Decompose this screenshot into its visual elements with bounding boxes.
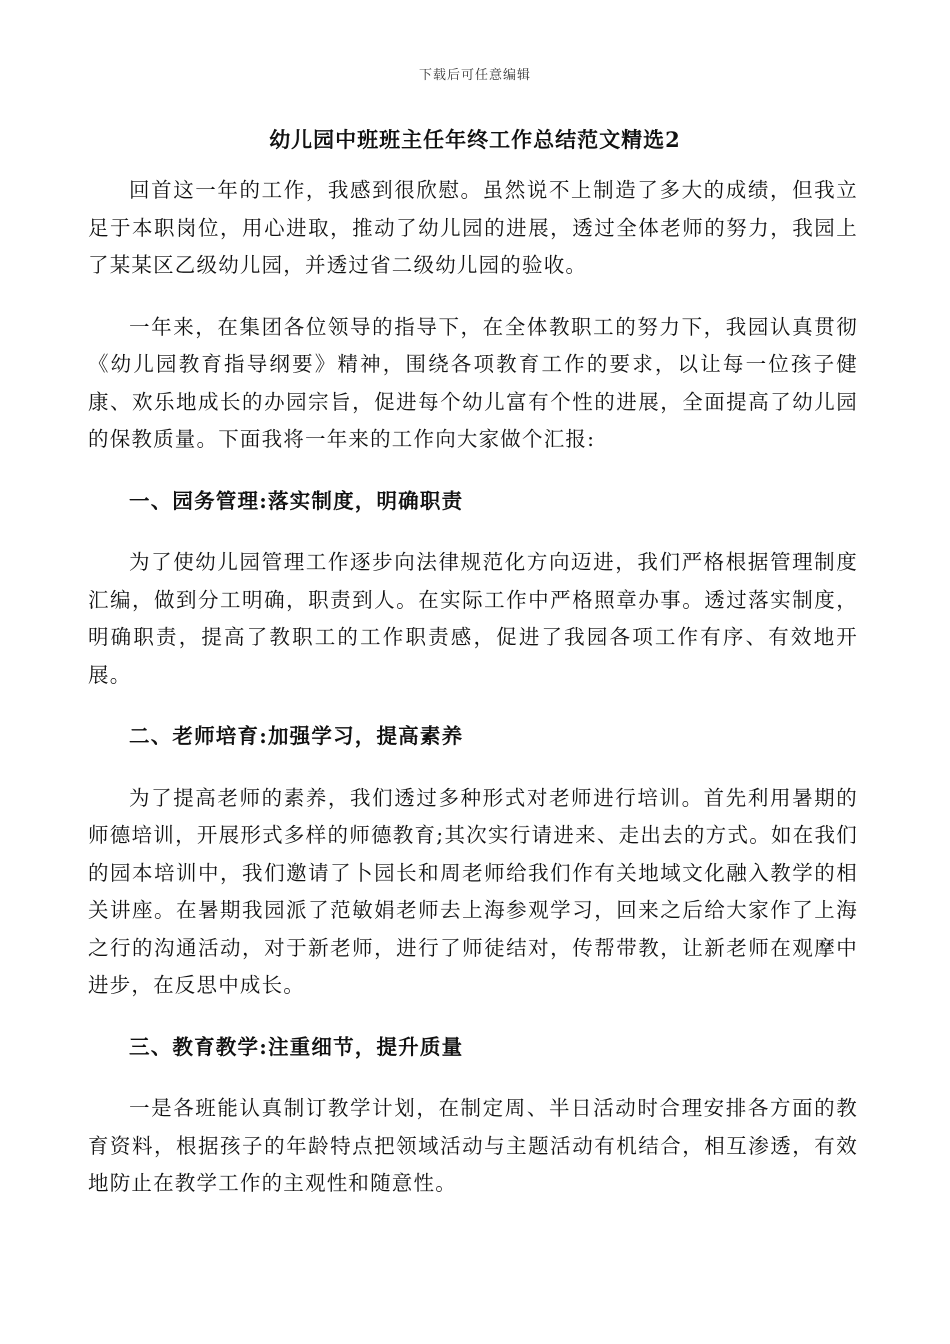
header-note: 下载后可任意编辑 bbox=[418, 68, 531, 83]
section-body-management: 为了使幼儿园管理工作逐步向法律规范化方向迈进，我们严格根据管理制度汇编，做到分工明确，职责到人。在实际工作中严格照章办事。透过落实制度，明确职责，提高了教职工的工作职责感，促进了我园各项工作有序、有效地开展。 bbox=[88, 550, 858, 687]
section-heading-teaching: 三、教育教学:注重细节，提升质量 bbox=[129, 1034, 464, 1059]
section-body-teaching: 一是各班能认真制订教学计划，在制定周、半日活动时合理安排各方面的教育资料，根据孩子的年龄特点把领域活动与主题活动有机结合，相互渗透，有效地防止在教学工作的主观性和随意性。 bbox=[88, 1096, 858, 1195]
document-body bbox=[88, 172, 858, 1227]
document-title: 幼儿园中班班主任年终工作总结范文精选2 bbox=[269, 127, 681, 152]
section-body-teacher-training: 为了提高老师的素养，我们透过多种形式对老师进行培训。首先利用暑期的师德培训，开展形式多样的师德教育;其次实行请进来、走出去的方式。如在我们的园本培训中，我们邀请了卜园长和周老师给我们作有关地域文化融入教学的相关讲座。在暑期我园派了范敏娟老师去上海参观学习，回来之后给大家作了上海之行的沟通活动，对于新老师，进行了师徒结对，传帮带教，让新老师在观摩中进步，在反思中成长。 bbox=[88, 785, 858, 997]
section-heading-teacher-training: 二、老师培育:加强学习，提高素养 bbox=[129, 724, 464, 748]
intro-paragraph: 回首这一年的工作，我感到很欣慰。虽然说不上制造了多大的成绩，但我立足于本职岗位，用心进取，推动了幼儿园的进展，透过全体老师的努力，我园上了某某区乙级幼儿园，并透过省二级幼儿园的验收。 bbox=[88, 178, 858, 277]
section-heading-management: 一、园务管理:落实制度，明确职责 bbox=[129, 488, 464, 513]
overview-paragraph: 一年来，在集团各位领导的指导下，在全体教职工的努力下，我园认真贯彻《幼儿园教育指导纲要》精神，围绕各项教育工作的要求，以让每一位孩子健康、欢乐地成长的办园宗旨，促进每个幼儿富有个性的进展，全面提高了幼儿园的保教质量。下面我将一年来的工作向大家做个汇报: bbox=[88, 314, 858, 451]
